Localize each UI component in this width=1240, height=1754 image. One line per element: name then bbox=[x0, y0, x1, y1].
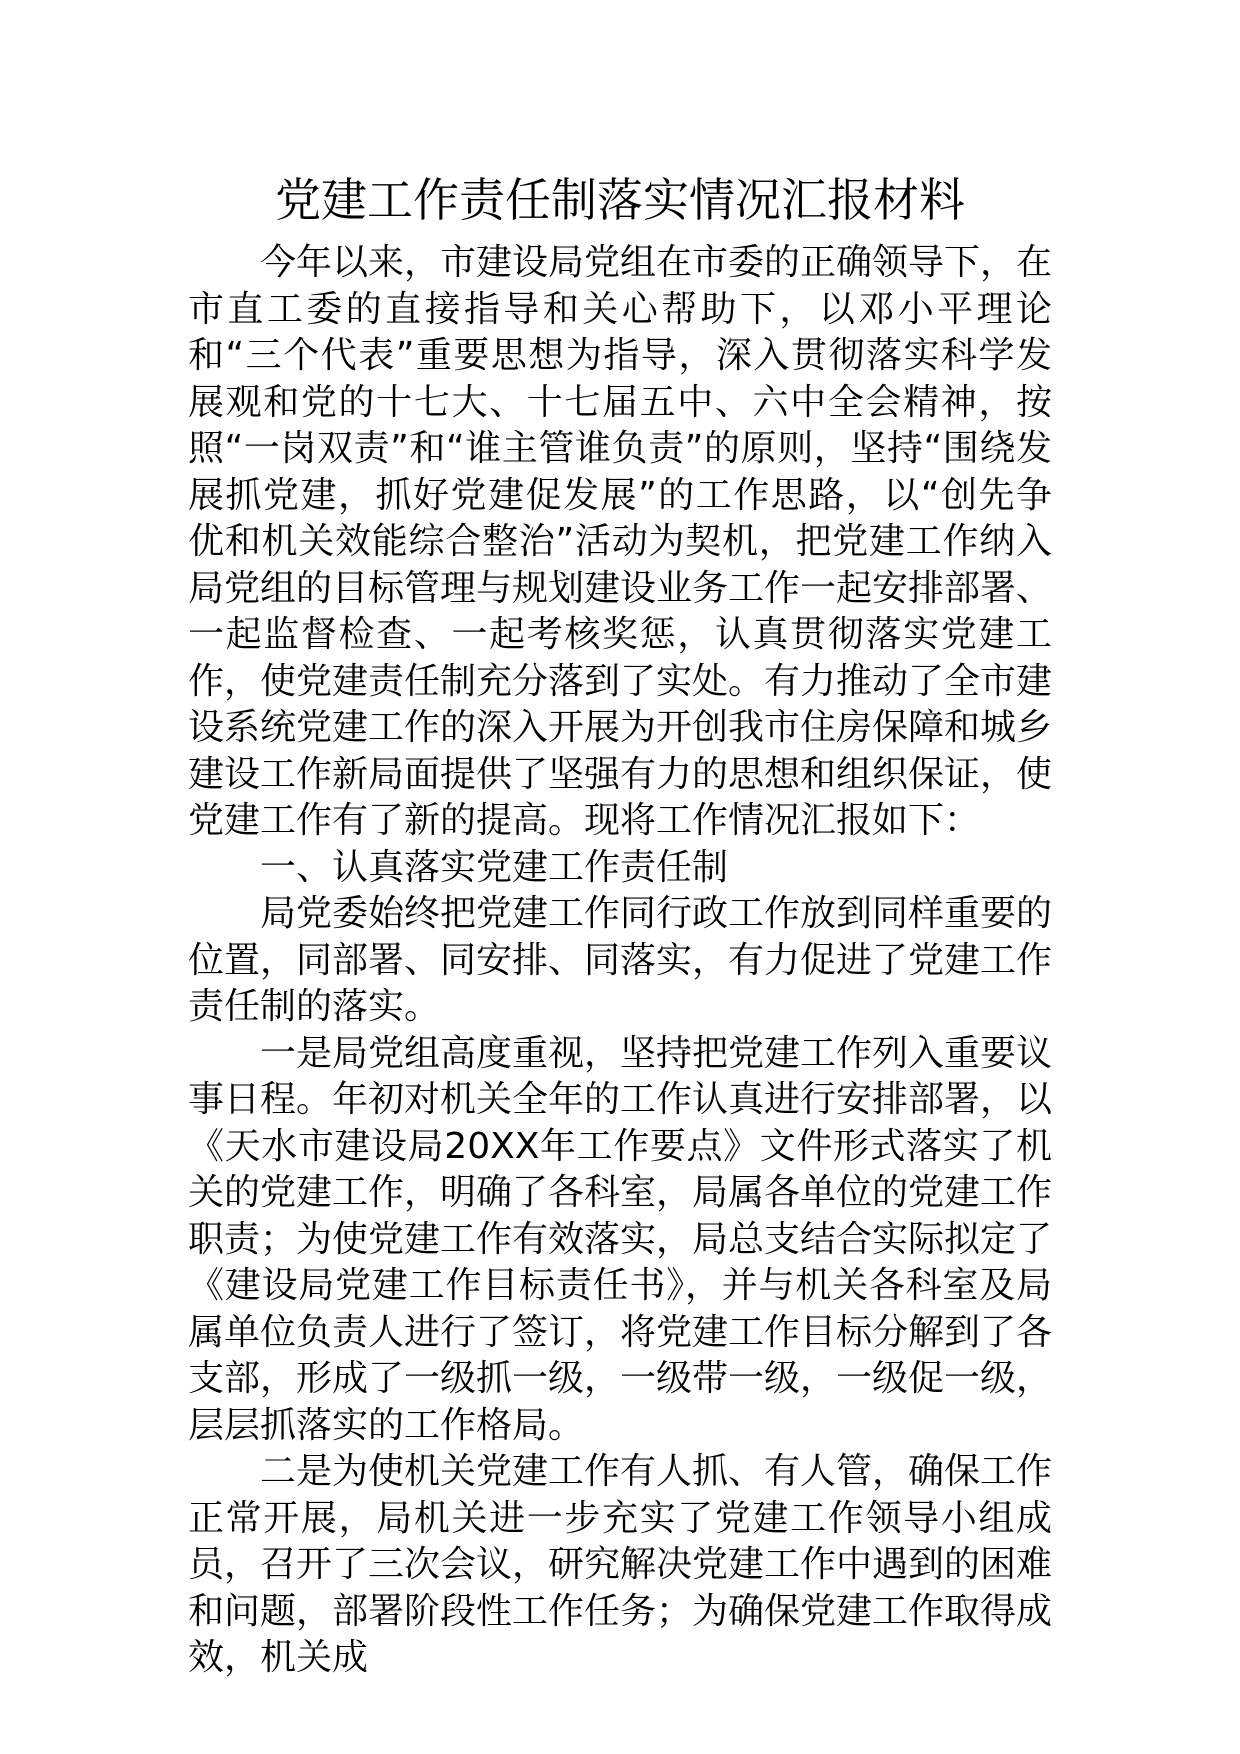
paragraph-intro: 今年以来，市建设局党组在市委的正确领导下，在市直工委的直接指导和关心帮助下，以邓小平理论和“三个代表”重要思想为指导，深入贯彻落实科学发展观和党的十七大、十七届五中、六中全会精神，按照“一岗双责”和“谁主管谁负责”的原则，坚持“围绕发展抓党建，抓好党建促发展”的工作思路，以“创先争优和机关效能综合整治”活动为契机，把党建工作纳入局党组的目标管理与规划建设业务工作一起安排部署、一起监督检查、一起考核奖惩，认真贯彻落实党建工作，使党建责任制充分落到了实处。有力推动了全市建设系统党建工作的深入开展为开创我市住房保障和城乡建设工作新局面提供了坚强有力的思想和组织保证，使党建工作有了新的提高。现将工作情况汇报如下： bbox=[188, 242, 1053, 841]
document-title: 党建工作责任制落实情况汇报材料 bbox=[275, 173, 965, 227]
paragraph-point-one: 一是局党组高度重视，坚持把党建工作列入重要议事日程。年初对机关全年的工作认真进行安排部署，以《天水市建设局20XX年工作要点》文件形式落实了机关的党建工作，明确了各科室，局属各单位的党建工作职责；为使党建工作有效落实，局总支结合实际拟定了《建设局党建工作目标责任书》，并与机关各科室及局属单位负责人进行了签订，将党建工作目标分解到了各支部，形成了一级抓一级，一级带一级，一级促一级，层层抓落实的工作格局。 bbox=[188, 1032, 1053, 1446]
section-heading: 一、认真落实党建工作责任制 bbox=[260, 846, 729, 888]
paragraph-section-intro: 局党委始终把党建工作同行政工作放到同样重要的位置，同部署、同安排、同落实，有力促进了党建工作责任制的落实。 bbox=[188, 893, 1053, 1027]
paragraph-point-two: 二是为使机关党建工作有人抓、有人管，确保工作正常开展，局机关进一步充实了党建工作领导小组成员，召开了三次会议，研究解决党建工作中遇到的困难和问题，部署阶段性工作任务；为确保党建工作取得成效，机关成 bbox=[188, 1451, 1053, 1678]
document-body bbox=[188, 240, 1052, 1682]
